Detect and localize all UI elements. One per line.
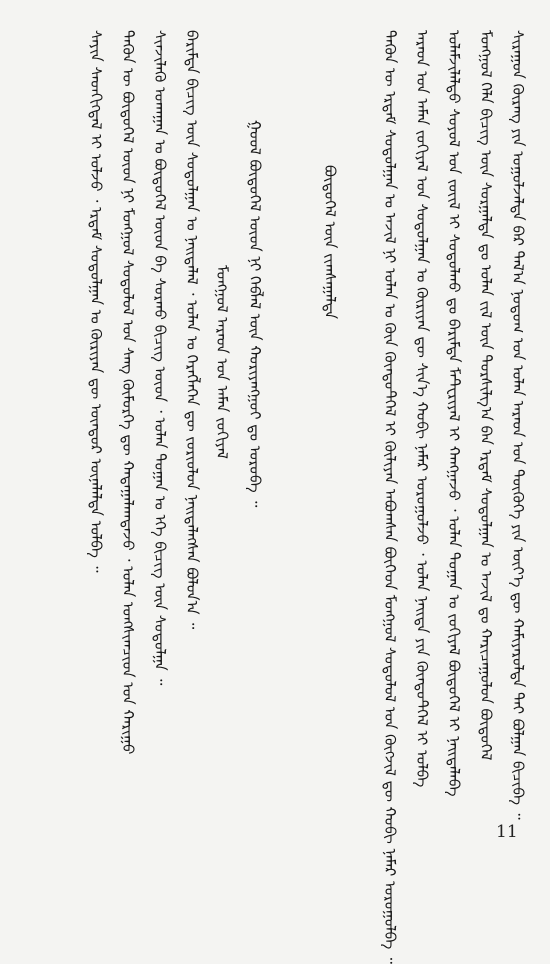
text-column-9: ᠪᠠᠷᠢᠮᠲᠠ ᠪᠢᠴᠢᠭ ᠦᠨ ᠰᠤᠳᠤᠯᠭᠠᠨ ᠤ ᠨᠡᠢᠲᠡᠯᠡᠯ ᠂ ᠣᠯᠠᠨ ᠤ ᠬᠡᠷᠡᠭᠯᠡᠭᠡᠨ ᠳᠦ ᠵᠣᠷᠢᠤᠯᠤᠨ ᠨᠡᠢᠲᠡᠯᠡᠭᠰᠡᠨ ᠪᠣᠯᠤᠨ᠎ᠠ ᠃ bbox=[183, 30, 201, 630]
text-column-8: ᠮᠣᠩᠭᠣᠯ ᠠᠷᠠᠳ ᠤᠨ ᠠᠮᠠᠨ ᠵᠣᠬᠢᠶᠠᠯ bbox=[213, 265, 231, 459]
text-column-10: ᠰᠢᠨᠵᠢᠯᠡᠬᠦ ᠤᠬᠠᠭᠠᠨ ᠤ ᠪᠦᠲᠦᠭᠡᠯ ᠦᠳ ᠪᠠ ᠰᠤᠷᠬᠤ ᠪᠢᠴᠢᠭ ᠦᠳ ᠂ ᠣᠯᠠᠨ ᠲᠣᠭᠠᠨ ᠤ ᠡᠬᠡ ᠪᠢᠴᠢᠭ ᠦᠨ ᠰᠤᠳᠤᠯᠭᠠ ᠃ bbox=[151, 30, 169, 686]
text-column-1: ᠰᠢᠷᠠᠭᠤᠨ ᠬᠦᠷᠡᠩ ᠶᠢᠨ ᠤᠭᠤᠯᠵᠠᠯᠲᠠ ᠪᠡᠷ ᠲᠠᠯ᠎ᠠ ᠨᠤᠲᠤᠭ ᠤᠨ ᠣᠯᠠᠨ ᠠᠷᠠᠳ ᠤᠨ ᠲᠦᠭᠦᠬᠡ ᠶᠢᠨ ᠦᠶ᠎ᠡ ᠳᠦ ᠬᠠᠮᠢᠶᠠᠷᠤᠯᠲᠠ ᠲᠠᠢ ᠪᠣᠯᠭᠠᠨ ᠪᠢᠴᠢᠪᠡ ᠃ bbox=[509, 30, 527, 820]
page-number: 11 bbox=[496, 822, 518, 842]
text-column-7: ᠭᠣᠣᠯ ᠪᠦᠲᠦᠭᠡᠯ ᠦᠳ ᠨᠢ ᠬᠡᠪᠯᠡᠯ ᠦᠨ ᠬᠤᠷᠢᠶᠠᠩᠭᠤᠢ ᠳᠤ ᠣᠷᠤᠪᠠ ᠃ bbox=[246, 120, 264, 508]
text-column-11: ᠲᠡᠭᠦᠨ ᠦ ᠪᠦᠲᠦᠭᠡᠯ ᠦᠳ ᠨᠢ ᠮᠣᠩᠭᠣᠯ ᠰᠤᠳᠤᠯᠤᠯ ᠤᠨ ᠰᠠᠩ ᠬᠥᠮᠥᠷᠭᠡ ᠳᠦ ᠬᠠᠳᠠᠭᠠᠯᠠᠭᠳᠠᠵᠤ ᠂ ᠣᠯᠠᠨ ᠤᠩᠰᠢᠭᠴᠢᠳ ᠤᠨ ᠬᠠᠷᠢᠭᠤ bbox=[119, 30, 137, 755]
text-column-5: ᠲᠡᠭᠦᠨ ᠦ ᠡᠷᠳᠡᠮ ᠰᠤᠳᠤᠯᠭᠠᠨ ᠤ ᠠᠵᠢᠯ ᠨᠢ ᠣᠯᠠᠨ ᠤ ᠭᠦᠨ ᠬᠦᠨᠳᠦᠲᠭᠡᠯ ᠢ ᠬᠦᠯᠢᠶᠡᠨ ᠠᠪᠤᠭᠰᠠᠨ ᠪᠥᠭᠡᠳ ᠮᠣᠩᠭᠣᠯ ᠰᠤᠳᠤᠯᠤᠯ ᠤᠨ ᠬᠥᠭᠵᠢᠯ ᠳᠦ ᠬᠤᠪᠢ ᠨᠡᠮᠡᠷ ᠣᠷᠤᠭᠤᠯᠪᠠ ᠃ bbox=[381, 30, 399, 964]
section-heading: ᠪᠦᠲᠦᠭᠡᠯ ᠦᠨ ᠵᠢᠭᠰᠠᠭᠠᠯᠲᠠ bbox=[321, 165, 339, 320]
text-column-3: ᠤᠯᠠᠮᠵᠢᠯᠠᠯᠲᠤ ᠰᠣᠶᠣᠯ ᠤᠨ ᠵᠦᠢᠯ ᠢ ᠰᠤᠳᠤᠯᠬᠤ ᠳᠤ ᠪᠠᠷᠢᠮᠲᠠ ᠮᠠᠲᠧᠷᠢᠶᠠᠯ ᠢ ᠬᠠᠩᠭᠠᠵᠤ ᠂ ᠣᠯᠠᠨ ᠲᠣᠭᠠᠨ ᠤ ᠵᠣᠬᠢᠶᠠᠯ ᠪᠦᠲᠦᠭᠡᠯ ᠢ ᠨᠡᠢᠲᠡᠯᠡᠪᠡ bbox=[445, 30, 463, 797]
text-column-4: ᠠᠷᠠᠳ ᠤᠨ ᠠᠮᠠᠨ ᠵᠣᠬᠢᠶᠠᠯ ᠤᠨ ᠰᠤᠳᠤᠯᠭᠠᠨ ᠤ ᠬᠦᠷᠢᠶᠡᠨ ᠳᠦ ᠰᠢᠨ᠎ᠡ ᠬᠤᠪᠢ ᠨᠡᠮᠡᠷ ᠣᠷᠤᠭᠤᠯᠵᠤ ᠂ ᠣᠯᠠᠨ ᠨᠡᠢᠲᠡ ᠶᠢᠨ ᠬᠦᠨᠳᠦᠲᠭᠡᠯ ᠢ ᠣᠯᠪᠠ bbox=[413, 30, 431, 788]
text-column-12: ᠰᠠᠶᠢᠨ ᠰᠡᠳᠬᠢᠭᠳᠡᠯ ᠢ ᠣᠯᠵᠤ ᠂ ᠡᠷᠳᠡᠮ ᠰᠤᠳᠤᠯᠭᠠᠨ ᠤ ᠬᠦᠷᠢᠶᠡᠨ ᠳᠦ ᠥᠨᠳᠦᠷ ᠦᠨᠡᠯᠡᠯᠲᠡ ᠣᠯᠪᠠ ᠃ bbox=[87, 30, 105, 573]
text-column-2: ᠮᠣᠩᠭᠣᠯ ᠬᠡᠯᠡ ᠪᠢᠴᠢᠭ ᠦᠨ ᠰᠤᠷᠭᠠᠯᠲᠠ ᠳᠤ ᠣᠯᠠᠨ ᠵᠢᠯ ᠦᠨ ᠲᠤᠷᠰᠢᠯᠭ᠎ᠠ ᠪᠠᠨ ᠡᠷᠳᠡᠮ ᠰᠤᠳᠤᠯᠭᠠᠨ ᠤ ᠠᠵᠢᠯ ᠳᠤ ᠬᠠᠷᠢᠴᠠᠭᠤᠯᠤᠨ ᠪᠦᠲᠦᠭᠡᠯ bbox=[477, 30, 495, 761]
